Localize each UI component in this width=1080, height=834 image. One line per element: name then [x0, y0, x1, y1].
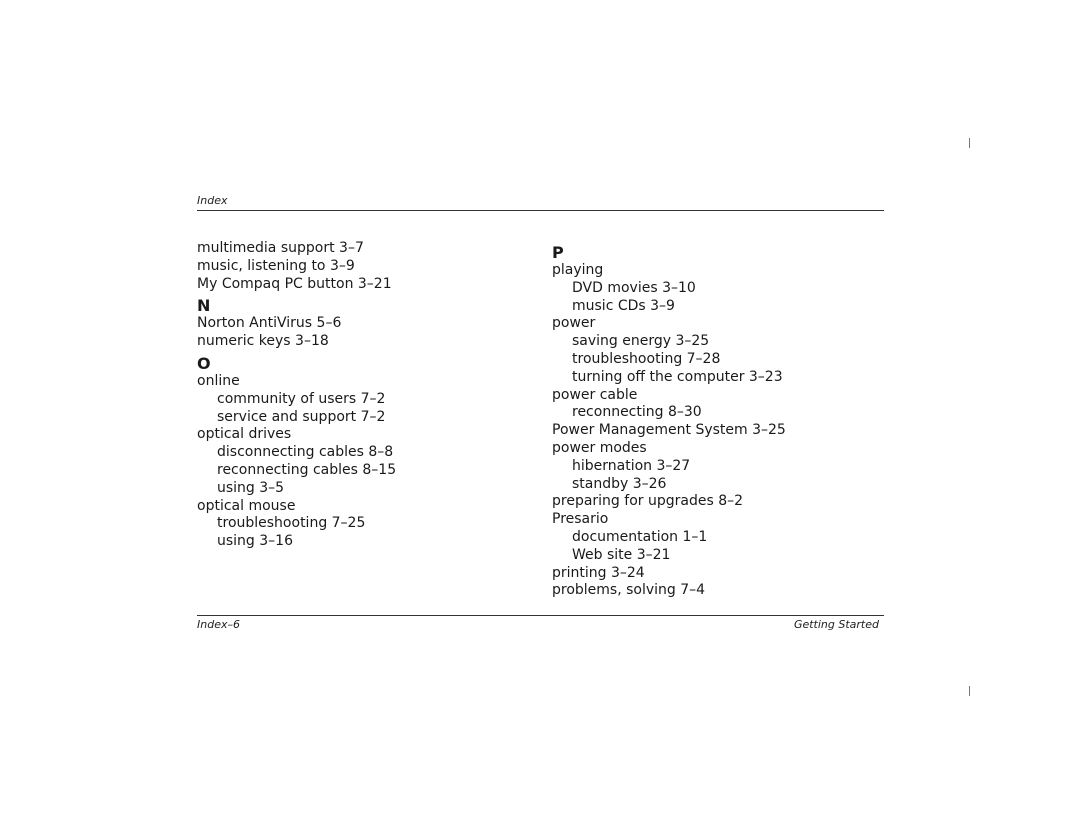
index-letter-heading: N [197, 296, 211, 316]
index-subentry: troubleshooting 7–28 [572, 350, 721, 367]
index-entry: preparing for upgrades 8–2 [552, 493, 744, 510]
index-subentry: troubleshooting 7–25 [217, 515, 366, 532]
crop-mark-bottom [969, 686, 970, 696]
index-entry: power [552, 315, 596, 332]
index-entry: problems, solving 7–4 [552, 582, 706, 599]
index-entry: playing [552, 262, 604, 278]
index-column-left [197, 240, 527, 551]
index-entry: Power Management System 3–25 [552, 422, 786, 439]
index-entry: multimedia support 3–7 [197, 240, 364, 256]
index-entry: music, listening to 3–9 [197, 257, 355, 274]
index-entry: Norton AntiVirus 5–6 [197, 315, 342, 332]
running-header: Index [197, 194, 228, 207]
index-entry: My Compaq PC button 3–21 [197, 275, 392, 292]
book-title: Getting Started [793, 618, 879, 631]
index-entry: Presario [552, 511, 609, 528]
index-subentry: disconnecting cables 8–8 [217, 444, 394, 461]
index-subentry: DVD movies 3–10 [572, 279, 696, 296]
index-entry: optical drives [197, 426, 292, 443]
index-subentry: standby 3–26 [572, 475, 667, 492]
index-subentry: using 3–16 [217, 533, 293, 550]
index-subentry: music CDs 3–9 [572, 297, 675, 314]
index-entry: numeric keys 3–18 [197, 333, 329, 350]
index-entry: power cable [552, 386, 638, 403]
index-subentry: service and support 7–2 [217, 408, 386, 425]
index-subentry: saving energy 3–25 [572, 333, 710, 350]
index-subentry: documentation 1–1 [572, 528, 708, 545]
index-subentry: turning off the computer 3–23 [572, 368, 783, 385]
index-letter-heading: P [552, 243, 564, 262]
index-subentry: Web site 3–21 [572, 546, 671, 563]
crop-mark-top [969, 138, 970, 148]
index-subentry: reconnecting 8–30 [572, 404, 702, 421]
index-entry: printing 3–24 [552, 564, 645, 581]
index-column-right [552, 240, 882, 600]
index-subentry: using 3–5 [217, 479, 285, 496]
footer-rule [197, 615, 884, 616]
header-rule [197, 210, 884, 211]
index-subentry: hibernation 3–27 [572, 457, 691, 474]
index-subentry: community of users 7–2 [217, 390, 386, 407]
index-entry: optical mouse [197, 497, 296, 514]
index-subentry: reconnecting cables 8–15 [217, 461, 397, 478]
index-letter-heading: O [197, 353, 211, 373]
index-entry: power modes [552, 439, 647, 456]
index-entry: online [197, 372, 240, 389]
page-number: Index–6 [197, 618, 240, 631]
